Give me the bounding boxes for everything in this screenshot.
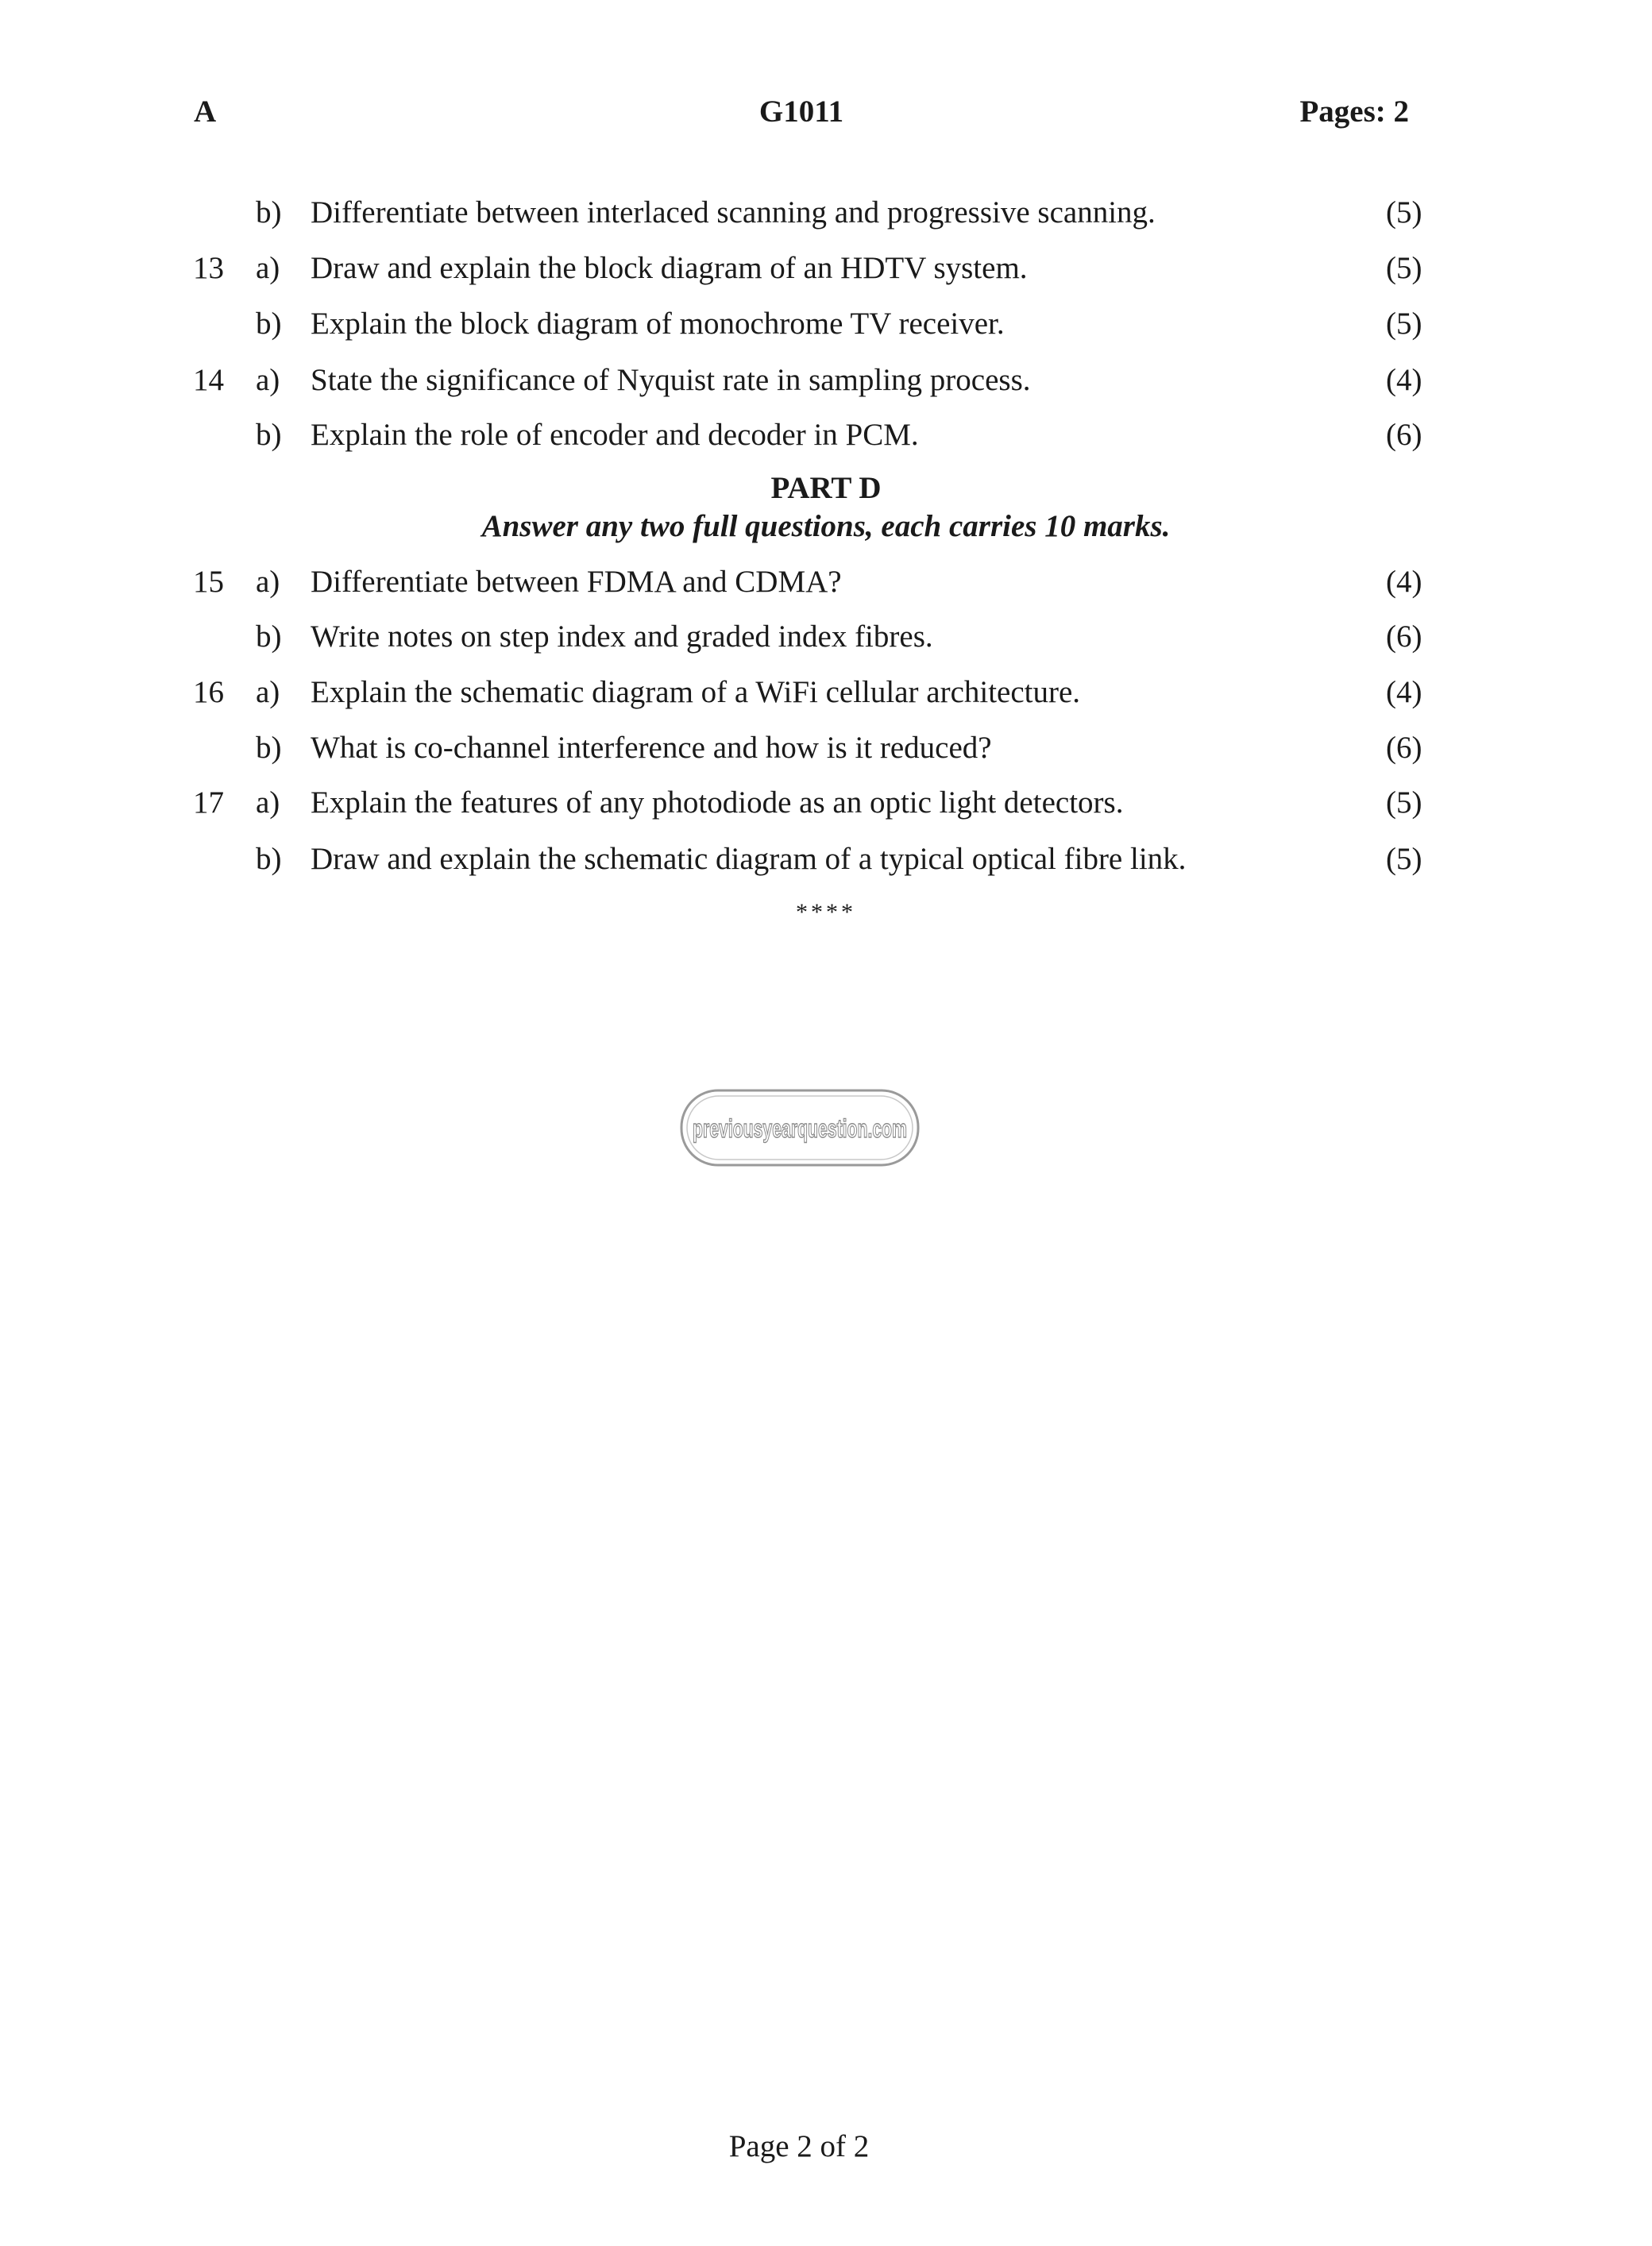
question-text: State the significance of Nyquist rate in sampling process. — [311, 363, 1031, 397]
question-row — [0, 615, 1588, 659]
question-subpart: a) — [256, 363, 280, 397]
question-number: 13 — [193, 251, 224, 285]
question-text: Draw and explain the block diagram of an HDTV system. — [311, 251, 1028, 285]
question-marks: (5) — [1386, 842, 1422, 876]
question-row — [0, 560, 1588, 604]
question-text: Differentiate between FDMA and CDMA? — [311, 565, 842, 599]
question-marks: (6) — [1386, 619, 1422, 654]
question-marks: (5) — [1386, 251, 1422, 285]
question-text: Differentiate between interlaced scanning and progressive scanning. — [311, 195, 1156, 230]
question-subpart: b) — [256, 418, 282, 452]
exam-code: G1011 — [758, 95, 844, 129]
question-marks: (5) — [1386, 307, 1422, 341]
question-number: 15 — [193, 565, 224, 599]
question-marks: (4) — [1386, 363, 1422, 397]
question-marks: (5) — [1386, 195, 1422, 230]
question-row — [0, 726, 1588, 770]
question-marks: (4) — [1386, 675, 1422, 709]
question-row — [0, 302, 1588, 346]
question-subpart: b) — [256, 307, 282, 341]
question-number: 17 — [193, 785, 224, 820]
question-marks: (5) — [1386, 785, 1422, 820]
part-d-title: PART D — [770, 471, 882, 505]
question-subpart: b) — [256, 195, 282, 230]
question-subpart: a) — [256, 785, 280, 820]
question-row — [0, 781, 1588, 825]
part-d-instruction: Answer any two full questions, each carries 10 marks. — [481, 509, 1171, 543]
question-text: Explain the schematic diagram of a WiFi cellular architecture. — [311, 675, 1081, 709]
question-subpart: a) — [256, 565, 280, 599]
question-row — [0, 358, 1588, 403]
question-marks: (4) — [1386, 565, 1422, 599]
question-subpart: a) — [256, 251, 280, 285]
question-row — [0, 246, 1588, 291]
question-number: 16 — [193, 675, 224, 709]
question-marks: (6) — [1386, 418, 1422, 452]
question-marks: (6) — [1386, 731, 1422, 765]
question-text: Explain the block diagram of monochrome TV receiver. — [311, 307, 1005, 341]
exam-scheme-label: A — [194, 95, 217, 129]
question-subpart: b) — [256, 619, 282, 654]
question-subpart: b) — [256, 842, 282, 876]
question-row — [0, 837, 1588, 882]
question-text: Write notes on step index and graded index fibres. — [311, 619, 933, 654]
page-count: Pages: 2 — [1299, 95, 1409, 129]
question-text: Explain the features of any photodiode as an optic light detectors. — [311, 785, 1124, 820]
watermark-logo — [679, 1088, 921, 1167]
question-text: Explain the role of encoder and decoder in PCM. — [311, 418, 919, 452]
question-row — [0, 191, 1588, 235]
page-header — [194, 94, 1409, 138]
question-text: What is co-channel interference and how is it reduced? — [311, 731, 992, 765]
question-subpart: b) — [256, 731, 282, 765]
watermark-text: previousyearquestion.com — [693, 1114, 907, 1143]
end-of-paper-mark: **** — [796, 899, 856, 925]
page-footer: Page 2 of 2 — [728, 2129, 870, 2163]
question-row — [0, 413, 1588, 457]
question-row — [0, 670, 1588, 715]
question-subpart: a) — [256, 675, 280, 709]
question-text: Draw and explain the schematic diagram of a typical optical fibre link. — [311, 842, 1187, 876]
question-number: 14 — [193, 363, 224, 397]
